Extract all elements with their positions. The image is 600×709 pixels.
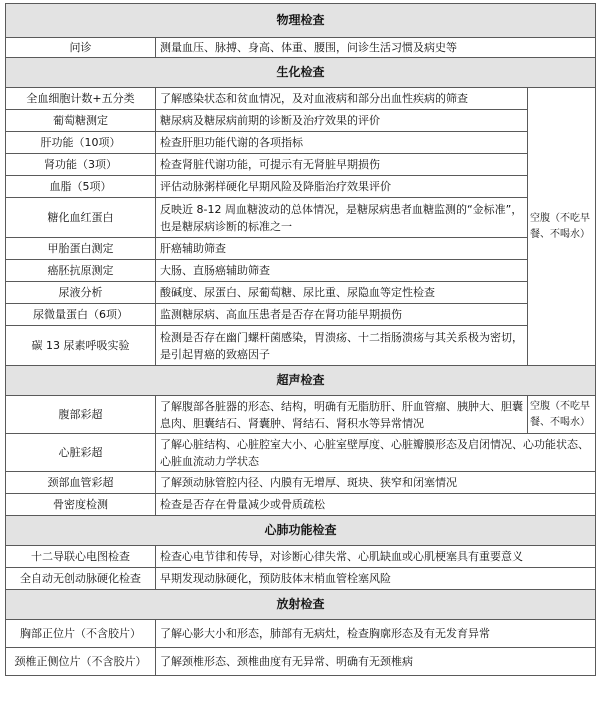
exam-item: 问诊 xyxy=(6,38,156,58)
section-title-cardiopulmonary: 心肺功能检查 xyxy=(6,516,596,546)
exam-item: 十二导联心电图检查 xyxy=(6,546,156,568)
section-header-row xyxy=(6,4,596,38)
exam-description: 大肠、直肠癌辅助筛查 xyxy=(156,260,528,282)
section-title-biochem: 生化检查 xyxy=(6,58,596,88)
exam-description: 了解心影大小和形态，肺部有无病灶，检查胸廓形态及有无发育异常 xyxy=(156,620,596,648)
exam-description: 评估动脉粥样硬化早期风险及降脂治疗效果评价 xyxy=(156,176,528,198)
exam-description: 了解腹部各脏器的形态、结构，明确有无脂肪肝、肝血管瘤、胰肿大、胆囊息肉、胆囊结石、肾囊肿、肾结石、肾积水等异常情况 xyxy=(156,396,528,434)
exam-description: 了解感染状态和贫血情况，及对血液病和部分出血性疾病的筛查 xyxy=(156,88,528,110)
exam-description: 酸碱度、尿蛋白、尿葡萄糖、尿比重、尿隐血等定性检查 xyxy=(156,282,528,304)
exam-item: 血脂（5项） xyxy=(6,176,156,198)
exam-item: 颈椎正侧位片（不含胶片） xyxy=(6,648,156,676)
exam-item: 骨密度检测 xyxy=(6,494,156,516)
exam-item: 腹部彩超 xyxy=(6,396,156,434)
exam-item: 心脏彩超 xyxy=(6,434,156,472)
section-title-physical: 物理检查 xyxy=(6,4,596,38)
table-row xyxy=(6,546,596,568)
exam-item: 葡萄糖测定 xyxy=(6,110,156,132)
table-row xyxy=(6,88,596,110)
exam-description: 肝癌辅助筛查 xyxy=(156,238,528,260)
section-title-ultrasound: 超声检查 xyxy=(6,366,596,396)
exam-description: 反映近 8-12 周血糖波动的总体情况，是糖尿病患者血糖监测的“金标准”，也是糖尿病诊断的标准之一 xyxy=(156,198,528,238)
exam-description: 早期发现动脉硬化，预防肢体末梢血管栓塞风险 xyxy=(156,568,596,590)
section-header-row xyxy=(6,590,596,620)
exam-item: 胸部正位片（不含胶片） xyxy=(6,620,156,648)
exam-item: 肾功能（3项） xyxy=(6,154,156,176)
exam-item: 尿微量蛋白（6项） xyxy=(6,304,156,326)
exam-description: 监测糖尿病、高血压患者是否存在肾功能早期损伤 xyxy=(156,304,528,326)
exam-item: 尿液分析 xyxy=(6,282,156,304)
exam-item: 全自动无创动脉硬化检查 xyxy=(6,568,156,590)
table-row xyxy=(6,110,596,132)
table-row xyxy=(6,472,596,494)
table-row xyxy=(6,132,596,154)
table-row xyxy=(6,238,596,260)
exam-description: 检查肾脏代谢功能，可提示有无肾脏早期损伤 xyxy=(156,154,528,176)
table-row xyxy=(6,38,596,58)
section-header-row xyxy=(6,58,596,88)
exam-item: 颈部血管彩超 xyxy=(6,472,156,494)
exam-description: 糖尿病及糖尿病前期的诊断及治疗效果的评价 xyxy=(156,110,528,132)
table-row xyxy=(6,304,596,326)
section-header-row xyxy=(6,366,596,396)
table-row xyxy=(6,326,596,366)
exam-description: 检查心电节律和传导，对诊断心律失常、心肌缺血或心肌梗塞具有重要意义 xyxy=(156,546,596,568)
table-row xyxy=(6,260,596,282)
exam-item: 碳 13 尿素呼吸实验 xyxy=(6,326,156,366)
table-row xyxy=(6,434,596,472)
exam-description: 检测是否存在幽门螺杆菌感染，胃溃疡、十二指肠溃疡与其关系极为密切，是引起胃癌的致癌因子 xyxy=(156,326,528,366)
exam-item: 癌胚抗原测定 xyxy=(6,260,156,282)
exam-item: 肝功能（10项） xyxy=(6,132,156,154)
table-row xyxy=(6,282,596,304)
table-row xyxy=(6,620,596,648)
exam-description: 检查肝胆功能代谢的各项指标 xyxy=(156,132,528,154)
fasting-note: 空腹（不吃早餐、不喝水） xyxy=(528,88,596,366)
exam-item: 甲胎蛋白测定 xyxy=(6,238,156,260)
table-row xyxy=(6,648,596,676)
exam-item: 全血细胞计数+五分类 xyxy=(6,88,156,110)
exam-description: 了解颈椎形态、颈椎曲度有无异常、明确有无颈椎病 xyxy=(156,648,596,676)
section-title-radiology: 放射检查 xyxy=(6,590,596,620)
table-row xyxy=(6,176,596,198)
table-row xyxy=(6,198,596,238)
exam-item: 糖化血红蛋白 xyxy=(6,198,156,238)
section-header-row xyxy=(6,516,596,546)
exam-table-container xyxy=(5,3,595,676)
table-row xyxy=(6,396,596,434)
exam-description: 检查是否存在骨量减少或骨质疏松 xyxy=(156,494,596,516)
exam-description: 了解心脏结构、心脏腔室大小、心脏室壁厚度、心脏瓣膜形态及启闭情况、心功能状态、心脏血流动力学状态 xyxy=(156,434,596,472)
exam-description: 测量血压、脉搏、身高、体重、腰围，问诊生活习惯及病史等 xyxy=(156,38,596,58)
fasting-note: 空腹（不吃早餐、不喝水） xyxy=(528,396,596,434)
table-row xyxy=(6,568,596,590)
table-row xyxy=(6,154,596,176)
exam-description: 了解颈动脉管腔内径、内膜有无增厚、斑块、狭窄和闭塞情况 xyxy=(156,472,596,494)
health-exam-table xyxy=(5,3,596,676)
table-row xyxy=(6,494,596,516)
